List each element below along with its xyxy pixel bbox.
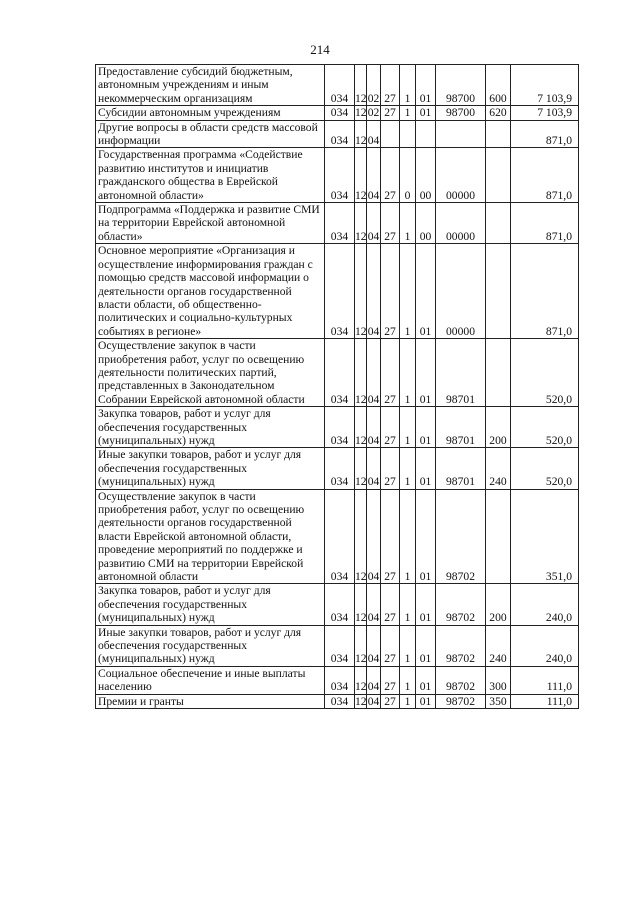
- amount: 520,0: [511, 407, 579, 448]
- expense-type-code: [486, 244, 511, 339]
- activity-code: 01: [416, 106, 436, 120]
- row-name: Подпрограмма «Поддержка и развитие СМИ на территории Еврейской автономной области»: [96, 203, 325, 244]
- ministry-code: 034: [325, 65, 355, 106]
- target-program-code: 27: [381, 489, 400, 584]
- target-program-code: 27: [381, 244, 400, 339]
- table-row: [96, 489, 579, 584]
- amount: 871,0: [511, 244, 579, 339]
- direction-code: 98701: [436, 407, 486, 448]
- table-row: [96, 203, 579, 244]
- section-code: 12: [355, 666, 367, 694]
- row-name: Предоставление субсидий бюджетным, автономным учреждениям и иным некоммерческим организациям: [96, 65, 325, 106]
- section-code: 12: [355, 625, 367, 666]
- amount: 520,0: [511, 339, 579, 407]
- subprogram-code: [400, 120, 416, 148]
- ministry-code: 034: [325, 489, 355, 584]
- subsection-code: 04: [367, 666, 381, 694]
- amount: 7 103,9: [511, 65, 579, 106]
- ministry-code: 034: [325, 694, 355, 708]
- table-row: [96, 448, 579, 489]
- subsection-code: 02: [367, 106, 380, 120]
- ministry-code: 034: [325, 106, 355, 120]
- amount: 240,0: [511, 584, 579, 625]
- amount: 111,0: [511, 694, 579, 708]
- row-name: Иные закупки товаров, работ и услуг для обеспечения государственных (муниципальных) нужд: [96, 625, 325, 666]
- table-row: [96, 584, 579, 625]
- ministry-code: 034: [325, 625, 355, 666]
- direction-code: [436, 120, 486, 148]
- activity-code: 01: [416, 694, 436, 708]
- section-code: 12: [355, 489, 367, 584]
- subsection-code: 04: [367, 148, 381, 203]
- activity-code: [416, 120, 436, 148]
- expense-type-code: 300: [486, 666, 511, 694]
- expense-type-code: [486, 339, 511, 407]
- subprogram-code: 1: [400, 584, 416, 625]
- subprogram-code: 1: [400, 244, 416, 339]
- ministry-code: 034: [325, 120, 355, 148]
- subsection-code: 04: [367, 120, 381, 148]
- section-code: 12: [355, 339, 367, 407]
- target-program-code: 27: [381, 339, 400, 407]
- activity-code: 01: [416, 584, 436, 625]
- amount: 871,0: [511, 203, 579, 244]
- row-name: Государственная программа «Содействие развитию институтов и инициатив гражданского общества в Еврейской автономной области»: [96, 148, 325, 203]
- section-code: 12: [355, 407, 367, 448]
- subsection-code: 04: [367, 339, 381, 407]
- row-name: Субсидии автономным учреждениям: [96, 106, 325, 120]
- target-program-code: 27: [381, 666, 400, 694]
- subprogram-code: 1: [400, 489, 416, 584]
- amount: 871,0: [511, 148, 579, 203]
- row-name: Социальное обеспечение и иные выплаты населению: [96, 666, 325, 694]
- expense-type-code: 200: [486, 584, 511, 625]
- subprogram-code: 1: [400, 448, 416, 489]
- table-row: [96, 244, 579, 339]
- ministry-code: 034: [325, 407, 355, 448]
- target-program-code: 27: [381, 148, 400, 203]
- expense-type-code: [486, 120, 511, 148]
- row-name: Премии и гранты: [96, 694, 325, 708]
- table-row: [96, 106, 579, 120]
- direction-code: 98701: [436, 448, 486, 489]
- table-row: [96, 148, 579, 203]
- activity-code: 00: [416, 148, 436, 203]
- direction-code: 00000: [436, 244, 486, 339]
- direction-code: 98702: [436, 694, 486, 708]
- direction-code: 00000: [436, 148, 486, 203]
- section-code: 12: [355, 148, 367, 203]
- amount: 240,0: [511, 625, 579, 666]
- section-code: 12: [355, 65, 367, 106]
- activity-code: 00: [416, 203, 436, 244]
- subprogram-code: 1: [400, 339, 416, 407]
- section-code: 12: [355, 120, 367, 148]
- table-row: [96, 625, 579, 666]
- table-row: [96, 666, 579, 694]
- section-code: 12: [355, 244, 367, 339]
- table-row: [96, 694, 579, 708]
- target-program-code: 27: [381, 625, 400, 666]
- expense-type-code: [486, 489, 511, 584]
- subprogram-code: 0: [400, 148, 416, 203]
- activity-code: 01: [416, 448, 436, 489]
- subsection-code: 04: [367, 407, 381, 448]
- expense-type-code: 200: [486, 407, 511, 448]
- section-code: 12: [355, 203, 367, 244]
- direction-code: 98700: [436, 106, 486, 120]
- amount: 351,0: [511, 489, 579, 584]
- target-program-code: 27: [381, 203, 400, 244]
- section-code: 12: [355, 106, 367, 120]
- table-row: [96, 120, 579, 148]
- target-program-code: 27: [381, 106, 400, 120]
- activity-code: 01: [416, 666, 436, 694]
- subprogram-code: 1: [400, 625, 416, 666]
- subsection-code: 04: [367, 244, 381, 339]
- section-code: 12: [355, 448, 367, 489]
- subsection-code: 04: [367, 584, 381, 625]
- activity-code: 01: [416, 489, 436, 584]
- row-name: Основное мероприятие «Организация и осуществление информирования граждан с помощью средств массовой информации о деятельности органов государственной власти области, об общественно-политических и социально-культурных событиях в регионе»: [96, 244, 325, 339]
- table-row: [96, 407, 579, 448]
- ministry-code: 034: [325, 448, 355, 489]
- target-program-code: 27: [381, 65, 400, 106]
- activity-code: 01: [416, 244, 436, 339]
- page-number: 214: [310, 42, 330, 57]
- direction-code: 98700: [436, 65, 486, 106]
- amount: 871,0: [511, 120, 579, 148]
- ministry-code: 034: [325, 666, 355, 694]
- subprogram-code: 1: [400, 666, 416, 694]
- direction-code: 98702: [436, 666, 486, 694]
- ministry-code: 034: [325, 203, 355, 244]
- subprogram-code: 1: [400, 694, 416, 708]
- section-code: 12: [355, 584, 367, 625]
- subprogram-code: 1: [400, 203, 416, 244]
- expense-type-code: 240: [486, 625, 511, 666]
- activity-code: 01: [416, 339, 436, 407]
- expense-type-code: [486, 148, 511, 203]
- subsection-code: 04: [367, 203, 381, 244]
- expense-type-code: 240: [486, 448, 511, 489]
- subprogram-code: 1: [400, 106, 416, 120]
- target-program-code: 27: [381, 694, 400, 708]
- expense-type-code: 350: [486, 694, 511, 708]
- direction-code: 98702: [436, 489, 486, 584]
- direction-code: 98702: [436, 625, 486, 666]
- subsection-code: 04: [367, 694, 380, 708]
- subsection-code: 04: [367, 489, 381, 584]
- row-name: Закупка товаров, работ и услуг для обеспечения государственных (муниципальных) нужд: [96, 584, 325, 625]
- expense-type-code: 620: [486, 106, 511, 120]
- row-name: Осуществление закупок в части приобретения работ, услуг по освещению деятельности органов государственной власти Еврейской автономной области, проведение мероприятий по поддержке и развитию СМИ на территории Еврейской автономной области: [96, 489, 325, 584]
- amount: 7 103,9: [511, 106, 579, 120]
- table-row: [96, 65, 579, 106]
- expense-type-code: [486, 203, 511, 244]
- ministry-code: 034: [325, 244, 355, 339]
- direction-code: 98701: [436, 339, 486, 407]
- activity-code: 01: [416, 407, 436, 448]
- ministry-code: 034: [325, 584, 355, 625]
- section-code: 12: [355, 694, 367, 708]
- amount: 111,0: [511, 666, 579, 694]
- amount: 520,0: [511, 448, 579, 489]
- activity-code: 01: [416, 625, 436, 666]
- target-program-code: 27: [381, 448, 400, 489]
- ministry-code: 034: [325, 339, 355, 407]
- table-row: [96, 339, 579, 407]
- direction-code: 00000: [436, 203, 486, 244]
- subsection-code: 02: [367, 65, 381, 106]
- target-program-code: 27: [381, 407, 400, 448]
- subsection-code: 04: [367, 448, 381, 489]
- subprogram-code: 1: [400, 65, 416, 106]
- budget-table: [95, 64, 579, 709]
- activity-code: 01: [416, 65, 436, 106]
- subprogram-code: 1: [400, 407, 416, 448]
- target-program-code: 27: [381, 584, 400, 625]
- ministry-code: 034: [325, 148, 355, 203]
- row-name: Другие вопросы в области средств массовой информации: [96, 120, 325, 148]
- target-program-code: [381, 120, 400, 148]
- row-name: Закупка товаров, работ и услуг для обеспечения государственных (муниципальных) нужд: [96, 407, 325, 448]
- direction-code: 98702: [436, 584, 486, 625]
- row-name: Иные закупки товаров, работ и услуг для обеспечения государственных (муниципальных) нужд: [96, 448, 325, 489]
- subsection-code: 04: [367, 625, 381, 666]
- expense-type-code: 600: [486, 65, 511, 106]
- row-name: Осуществление закупок в части приобретения работ, услуг по освещению деятельности политических партий, представленных в Законодательном Собрании Еврейской автономной области: [96, 339, 325, 407]
